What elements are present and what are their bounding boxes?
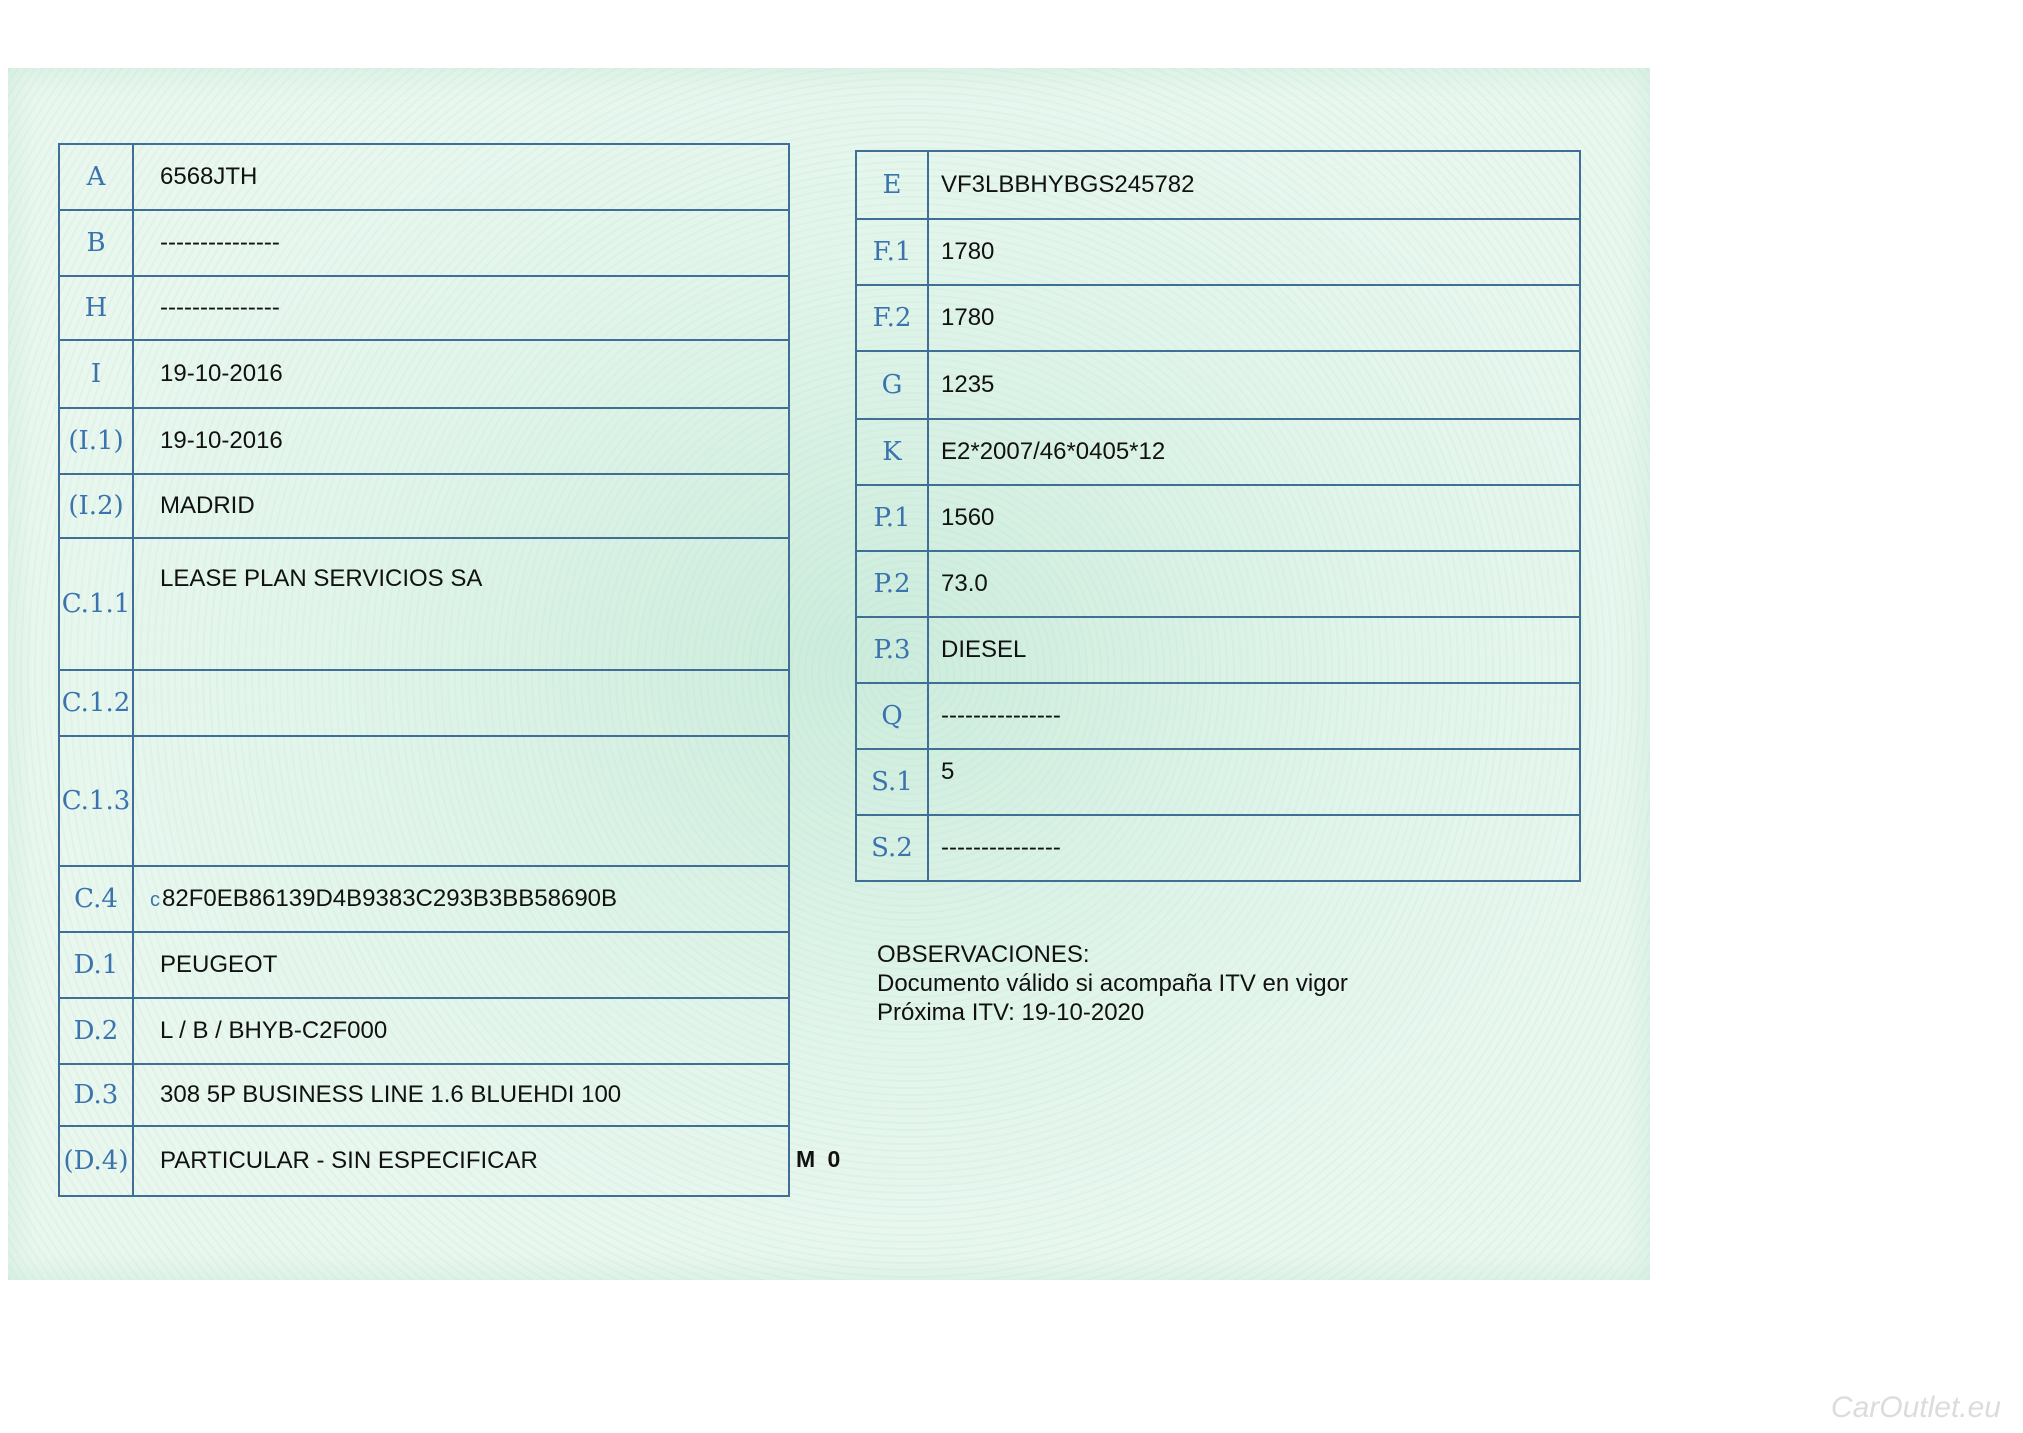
field-code: (D.4) — [59, 1126, 133, 1196]
site-watermark: CarOutlet.eu — [1830, 1391, 2001, 1424]
field-code: P.1 — [856, 485, 928, 551]
field-row-f1 — [856, 219, 1580, 285]
field-value: 1780 — [928, 219, 1580, 285]
field-code: E — [856, 151, 928, 219]
field-value: 308 5P BUSINESS LINE 1.6 BLUEHDI 100 — [133, 1064, 789, 1126]
field-code: (I.1) — [59, 408, 133, 474]
field-row-p2 — [856, 551, 1580, 617]
field-value: DIESEL — [928, 617, 1580, 683]
field-value: 1780 — [928, 285, 1580, 351]
field-code: D.2 — [59, 998, 133, 1064]
field-code: D.3 — [59, 1064, 133, 1126]
field-code: D.1 — [59, 932, 133, 998]
m0-mark: M 0 — [796, 1146, 844, 1172]
field-row-g — [856, 351, 1580, 419]
field-row-b — [59, 210, 789, 276]
field-code: P.2 — [856, 551, 928, 617]
field-value: 19-10-2016 — [133, 340, 789, 408]
field-row-i1 — [59, 408, 789, 474]
field-row-h — [59, 276, 789, 340]
field-value: 73.0 — [928, 551, 1580, 617]
field-code: F.1 — [856, 219, 928, 285]
field-value: E2*2007/46*0405*12 — [928, 419, 1580, 485]
field-row-i2 — [59, 474, 789, 538]
observaciones-heading: OBSERVACIONES: — [877, 941, 1090, 968]
field-value: 82F0EB86139D4B9383C293B3BB58690B — [162, 885, 618, 912]
field-row-c4 — [59, 866, 789, 932]
field-code: I — [59, 340, 133, 408]
field-value: PEUGEOT — [133, 932, 789, 998]
field-code: B — [59, 210, 133, 276]
field-value — [133, 670, 789, 736]
field-row-d2 — [59, 998, 789, 1064]
c4-prefix: c — [150, 889, 160, 911]
field-code: C.1.2 — [59, 670, 133, 736]
field-code: Q — [856, 683, 928, 749]
field-row-d4 — [59, 1126, 789, 1196]
observaciones-line: Documento válido si acompaña ITV en vigor — [877, 970, 1348, 997]
field-code: K — [856, 419, 928, 485]
field-value: 1235 — [928, 351, 1580, 419]
field-row-s2 — [856, 815, 1580, 881]
field-row-f2 — [856, 285, 1580, 351]
field-row-s1 — [856, 749, 1580, 815]
field-value: 19-10-2016 — [133, 408, 789, 474]
field-value: L / B / BHYB-C2F000 — [133, 998, 789, 1064]
field-value: 6568JTH — [133, 144, 789, 210]
field-value: --------------- — [133, 210, 789, 276]
field-row-q — [856, 683, 1580, 749]
field-row-p1 — [856, 485, 1580, 551]
field-row-p3 — [856, 617, 1580, 683]
field-code: P.3 — [856, 617, 928, 683]
field-value: 5 — [928, 749, 1580, 815]
field-code: S.2 — [856, 815, 928, 881]
field-value-c4 — [133, 866, 789, 932]
field-value: MADRID — [133, 474, 789, 538]
field-value: --------------- — [133, 276, 789, 340]
observaciones-line: Próxima ITV: 19-10-2020 — [877, 999, 1145, 1026]
field-code: G — [856, 351, 928, 419]
field-code: F.2 — [856, 285, 928, 351]
field-code: C.4 — [59, 866, 133, 932]
field-code: A — [59, 144, 133, 210]
left-field-table — [58, 143, 790, 1197]
field-row-e — [856, 151, 1580, 219]
field-value: --------------- — [928, 683, 1580, 749]
field-row-d1 — [59, 932, 789, 998]
field-row-k — [856, 419, 1580, 485]
field-value: LEASE PLAN SERVICIOS SA — [133, 538, 789, 670]
field-code: S.1 — [856, 749, 928, 815]
field-code: C.1.1 — [59, 538, 133, 670]
observaciones-block — [877, 940, 1348, 1027]
field-row-d3 — [59, 1064, 789, 1126]
field-value: PARTICULAR - SIN ESPECIFICAR — [133, 1126, 789, 1196]
field-row-c11 — [59, 538, 789, 670]
right-field-table — [855, 150, 1581, 882]
field-value: 1560 — [928, 485, 1580, 551]
field-row-a — [59, 144, 789, 210]
field-value — [133, 736, 789, 866]
field-row-c13 — [59, 736, 789, 866]
field-code: H — [59, 276, 133, 340]
field-code: (I.2) — [59, 474, 133, 538]
field-value: VF3LBBHYBGS245782 — [928, 151, 1580, 219]
field-code: C.1.3 — [59, 736, 133, 866]
field-value: --------------- — [928, 815, 1580, 881]
field-row-i — [59, 340, 789, 408]
field-row-c12 — [59, 670, 789, 736]
